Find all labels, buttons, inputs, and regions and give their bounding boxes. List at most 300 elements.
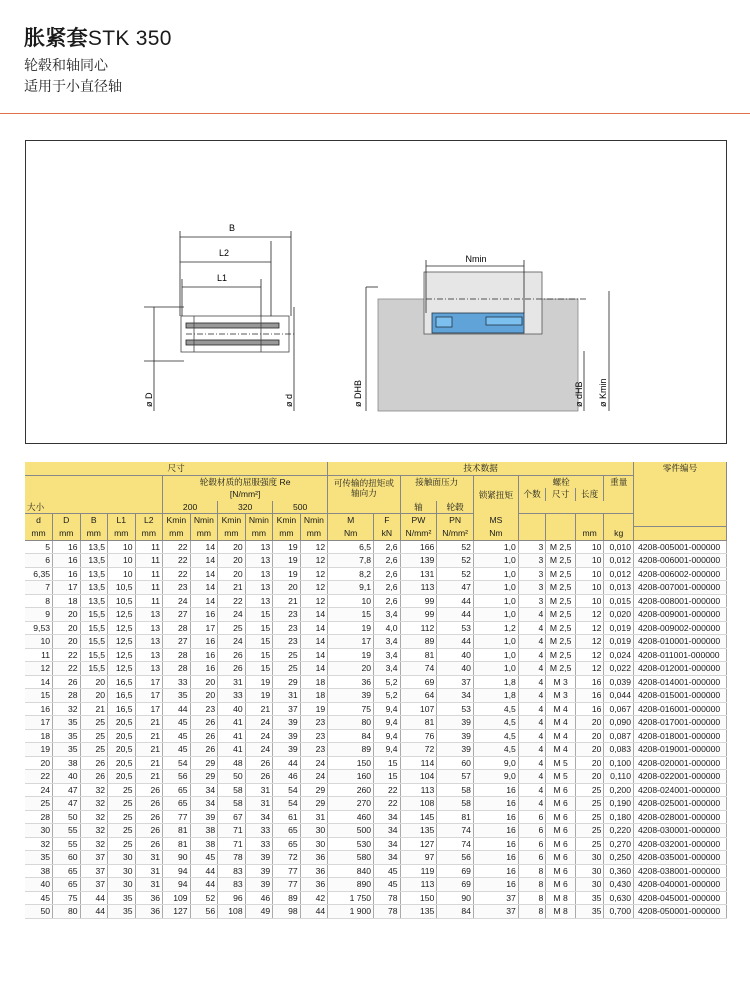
table-cell: 108 [400, 797, 437, 811]
table-cell: 4,5 [473, 702, 518, 716]
table-cell: 13,5 [80, 554, 108, 568]
table-cell: 34 [190, 783, 218, 797]
table-cell: 42 [300, 891, 328, 905]
table-cell: 15,5 [80, 648, 108, 662]
table-cell: 19 [245, 675, 273, 689]
table-cell: 4 [518, 729, 546, 743]
table-cell: 32 [53, 702, 81, 716]
table-cell: 17 [328, 635, 374, 649]
table-cell: 0,024 [604, 648, 634, 662]
table-cell: 6,5 [328, 540, 374, 554]
table-cell: 30 [300, 824, 328, 838]
table-cell: 19 [300, 702, 328, 716]
table-cell: 4,5 [473, 743, 518, 757]
table-cell: 26 [190, 743, 218, 757]
column-unit: mm [575, 527, 604, 541]
table-cell: 25 [80, 743, 108, 757]
table-cell: 36 [300, 851, 328, 865]
column-symbol: Nmin [245, 514, 273, 527]
table-cell: 22 [374, 797, 401, 811]
table-cell: 58 [437, 797, 474, 811]
table-cell: 4208-024001-000000 [634, 783, 727, 797]
table-cell: 20,5 [108, 716, 136, 730]
table-cell: 500 [328, 824, 374, 838]
table-cell: 18 [300, 689, 328, 703]
table-cell: 119 [400, 864, 437, 878]
table-cell: 18 [25, 729, 53, 743]
table-cell: 30 [575, 851, 604, 865]
table-cell: 75 [328, 702, 374, 716]
table-cell: 55 [53, 837, 81, 851]
table-cell: 31 [135, 878, 163, 892]
hub-header: 轮毂 [437, 501, 474, 514]
table-row [25, 662, 727, 676]
table-cell: 28 [25, 810, 53, 824]
table-cell: 31 [218, 675, 246, 689]
table-cell: 4 [518, 648, 546, 662]
table-cell: 16 [473, 824, 518, 838]
table-cell: 35 [25, 851, 53, 865]
table-cell: 41 [218, 716, 246, 730]
column-symbol: D [53, 514, 81, 527]
table-cell: 36 [135, 891, 163, 905]
table-cell: 13 [245, 594, 273, 608]
table-cell: M 6 [546, 851, 576, 865]
column-symbol: PN [437, 514, 474, 527]
column-unit: mm [108, 527, 136, 541]
table-cell: 26 [135, 797, 163, 811]
table-cell: 29 [300, 783, 328, 797]
table-cell: 78 [374, 891, 401, 905]
table-cell: 39 [437, 743, 474, 757]
table-cell: 15 [374, 770, 401, 784]
table-cell: 4208-035001-000000 [634, 851, 727, 865]
dims-group-header: 尺寸 [25, 462, 328, 475]
table-cell: 0,630 [604, 891, 634, 905]
table-cell: 69 [437, 878, 474, 892]
table-cell: 7 [25, 581, 53, 595]
table-cell: 20 [575, 729, 604, 743]
table-cell: 31 [245, 797, 273, 811]
table-cell: 65 [163, 797, 191, 811]
table-cell: 4208-019001-000000 [634, 743, 727, 757]
table-cell: 72 [273, 851, 301, 865]
table-cell: 4 [518, 743, 546, 757]
table-cell: 1,0 [473, 567, 518, 581]
table-cell: 53 [437, 621, 474, 635]
table-cell: 114 [400, 756, 437, 770]
table-cell: 4208-008001-000000 [634, 594, 727, 608]
table-cell: 47 [437, 581, 474, 595]
table-cell: 4 [518, 756, 546, 770]
table-cell: 12 [575, 621, 604, 635]
table-row [25, 581, 727, 595]
table-cell: 5,2 [374, 675, 401, 689]
table-cell: 22 [53, 662, 81, 676]
table-cell: 4 [518, 797, 546, 811]
table-cell: 74 [437, 837, 474, 851]
grade-320-header: 320 [218, 501, 273, 514]
table-cell: 27 [163, 635, 191, 649]
table-cell: 37 [80, 878, 108, 892]
table-cell: 45 [163, 729, 191, 743]
locking-element-section [144, 231, 294, 411]
table-cell: 78 [374, 905, 401, 919]
table-cell: 10 [575, 554, 604, 568]
table-cell: M 2,5 [546, 581, 576, 595]
table-row [25, 608, 727, 622]
table-row [25, 878, 727, 892]
table-cell: 56 [163, 770, 191, 784]
table-cell: M 6 [546, 783, 576, 797]
table-cell: 61 [273, 810, 301, 824]
table-cell: 19 [328, 648, 374, 662]
table-cell: 39 [273, 729, 301, 743]
lock-torque-header: 锁紧扭矩 [473, 475, 518, 514]
table-row [25, 905, 727, 919]
table-cell: 21 [135, 756, 163, 770]
table-cell: 0,190 [604, 797, 634, 811]
table-cell: 20 [53, 608, 81, 622]
table-cell: 26 [135, 837, 163, 851]
table-cell: 20 [190, 689, 218, 703]
table-cell: 10 [575, 594, 604, 608]
column-symbol: Nmin [190, 514, 218, 527]
table-cell: 48 [218, 756, 246, 770]
table-cell: 26 [218, 648, 246, 662]
table-cell: 58 [218, 783, 246, 797]
table-row [25, 797, 727, 811]
table-cell: 0,022 [604, 662, 634, 676]
table-cell: 0,700 [604, 905, 634, 919]
table-cell: 15,5 [80, 608, 108, 622]
table-cell: 16 [473, 878, 518, 892]
table-cell: 83 [218, 878, 246, 892]
table-cell: 20 [53, 621, 81, 635]
table-cell: 10 [575, 540, 604, 554]
table-cell: M 6 [546, 837, 576, 851]
table-cell: 39 [273, 743, 301, 757]
table-cell: 0,360 [604, 864, 634, 878]
table-cell: 22 [218, 594, 246, 608]
table-cell: 35 [53, 729, 81, 743]
table-row [25, 837, 727, 851]
table-cell: 23 [300, 729, 328, 743]
table-cell: 4 [518, 702, 546, 716]
table-cell: M 6 [546, 864, 576, 878]
table-cell: 32 [80, 783, 108, 797]
table-cell: 58 [437, 783, 474, 797]
table-cell: 71 [218, 824, 246, 838]
table-cell: 12,5 [108, 648, 136, 662]
column-symbol: Kmin [273, 514, 301, 527]
table-cell: 17 [135, 675, 163, 689]
column-symbol: L2 [135, 514, 163, 527]
table-cell: 41 [218, 729, 246, 743]
table-cell: 26 [53, 675, 81, 689]
dim-Nmin-label: Nmin [465, 254, 487, 264]
table-cell: 8 [518, 864, 546, 878]
table-cell: 16 [575, 689, 604, 703]
table-cell: 1,0 [473, 608, 518, 622]
table-cell: 24 [245, 716, 273, 730]
table-cell: 39 [328, 689, 374, 703]
table-cell: M 2,5 [546, 540, 576, 554]
column-symbol: B [80, 514, 108, 527]
table-cell: 20 [218, 540, 246, 554]
table-cell: M 6 [546, 824, 576, 838]
table-cell: 15 [245, 662, 273, 676]
table-cell: 6 [518, 851, 546, 865]
table-cell: 47 [53, 783, 81, 797]
part-no-header: 零件编号 [634, 462, 727, 527]
dim-dHB-label: ø dHB [574, 381, 584, 407]
table-cell: 94 [163, 878, 191, 892]
bolt-count-header: 个数 [518, 488, 546, 501]
table-cell: 10 [575, 581, 604, 595]
table-cell: M 3 [546, 675, 576, 689]
table-cell: 21 [218, 581, 246, 595]
table-cell: 3,4 [374, 662, 401, 676]
table-cell: 20 [80, 675, 108, 689]
table-cell: 26 [80, 770, 108, 784]
pressure-header: 接触面压力 [400, 475, 473, 488]
table-cell: 74 [437, 824, 474, 838]
table-row [25, 567, 727, 581]
column-unit: mm [273, 527, 301, 541]
table-cell: 4208-006001-000000 [634, 554, 727, 568]
table-cell: 54 [273, 797, 301, 811]
table-cell: 104 [400, 770, 437, 784]
table-cell: 50 [25, 905, 53, 919]
table-cell: M 8 [546, 891, 576, 905]
table-cell: 23 [163, 581, 191, 595]
table-cell: 25 [25, 797, 53, 811]
table-cell: 57 [437, 770, 474, 784]
table-cell: 4208-045001-000000 [634, 891, 727, 905]
table-cell: 5 [25, 540, 53, 554]
table-cell: 127 [163, 905, 191, 919]
table-cell: 24 [25, 783, 53, 797]
table-cell: 25 [218, 621, 246, 635]
column-symbol: d [25, 514, 53, 527]
table-cell: 135 [400, 824, 437, 838]
table-cell: 75 [53, 891, 81, 905]
column-symbol: Kmin [218, 514, 246, 527]
table-cell: 4208-016001-000000 [634, 702, 727, 716]
table-cell: 20,5 [108, 756, 136, 770]
table-cell: 107 [400, 702, 437, 716]
table-cell: 109 [163, 891, 191, 905]
table-cell: 12 [25, 662, 53, 676]
table-cell: 4208-038001-000000 [634, 864, 727, 878]
table-cell: 44 [437, 608, 474, 622]
table-cell: 113 [400, 581, 437, 595]
table-cell: 4208-018001-000000 [634, 729, 727, 743]
column-unit-row [25, 527, 727, 541]
column-symbol: F [374, 514, 401, 527]
table-cell: 34 [245, 810, 273, 824]
table-cell: 3 [518, 554, 546, 568]
table-cell: 84 [437, 905, 474, 919]
column-unit: mm [25, 527, 53, 541]
column-symbol: Kmin [163, 514, 191, 527]
table-cell: 29 [300, 797, 328, 811]
column-unit: N/mm² [437, 527, 474, 541]
table-cell: 18 [300, 675, 328, 689]
table-cell: 17 [135, 702, 163, 716]
table-cell: 8,2 [328, 567, 374, 581]
table-cell: M 6 [546, 797, 576, 811]
table-cell: 65 [53, 878, 81, 892]
table-cell: 0,110 [604, 770, 634, 784]
table-cell: 23 [273, 608, 301, 622]
column-unit [634, 527, 727, 541]
table-cell: 90 [437, 891, 474, 905]
table-cell: 33 [245, 824, 273, 838]
table-cell: 10 [328, 594, 374, 608]
table-cell: M 4 [546, 702, 576, 716]
table-cell: M 6 [546, 878, 576, 892]
table-row [25, 864, 727, 878]
table-row [25, 891, 727, 905]
table-cell: 23 [190, 702, 218, 716]
table-cell: 29 [273, 675, 301, 689]
table-cell: 44 [437, 594, 474, 608]
table-cell: M 2,5 [546, 567, 576, 581]
table-cell: 24 [218, 635, 246, 649]
table-cell: 41 [218, 743, 246, 757]
page-title [24, 22, 172, 52]
table-cell: 21 [135, 729, 163, 743]
table-cell: 4208-005001-000000 [634, 540, 727, 554]
table-cell: 9,53 [25, 621, 53, 635]
table-cell: 65 [273, 837, 301, 851]
drawing-svg [26, 141, 726, 443]
table-cell: 40 [218, 702, 246, 716]
table-cell: M 4 [546, 716, 576, 730]
table-cell: 20 [575, 716, 604, 730]
table-cell: 113 [400, 783, 437, 797]
table-cell: 145 [400, 810, 437, 824]
table-cell: 25 [273, 648, 301, 662]
table-cell: 98 [273, 905, 301, 919]
table-cell: 60 [437, 756, 474, 770]
table-cell: 17 [190, 621, 218, 635]
table-cell: 58 [218, 797, 246, 811]
column-unit: Nm [328, 527, 374, 541]
table-cell: 25 [80, 729, 108, 743]
table-cell: 166 [400, 540, 437, 554]
table-cell: 13 [245, 554, 273, 568]
table-cell: 0,013 [604, 581, 634, 595]
table-cell: 0,087 [604, 729, 634, 743]
table-cell: 20 [218, 567, 246, 581]
table-cell: 13 [135, 608, 163, 622]
bolt-header: 螺栓 [518, 475, 604, 488]
table-cell: 4208-030001-000000 [634, 824, 727, 838]
table-cell: 16,5 [108, 702, 136, 716]
table-cell: 25 [575, 797, 604, 811]
table-cell: 1,0 [473, 648, 518, 662]
table-cell: 28 [163, 662, 191, 676]
table-cell: 99 [400, 594, 437, 608]
column-unit: mm [53, 527, 81, 541]
table-cell: 33 [163, 675, 191, 689]
table-cell: 4208-007001-000000 [634, 581, 727, 595]
size-header: 大小 [25, 501, 163, 514]
table-cell: 16 [53, 567, 81, 581]
table-row [25, 635, 727, 649]
table-row [25, 851, 727, 865]
table-cell: 25 [108, 797, 136, 811]
table-cell: 39 [437, 716, 474, 730]
table-cell: 38 [25, 864, 53, 878]
table-cell: 52 [437, 567, 474, 581]
dim-L1-label: L1 [216, 273, 228, 283]
table-cell: 4208-025001-000000 [634, 797, 727, 811]
table-cell: 19 [25, 743, 53, 757]
table-cell: 26 [190, 729, 218, 743]
table-cell: 31 [300, 810, 328, 824]
table-cell: 97 [400, 851, 437, 865]
table-row [25, 540, 727, 554]
table-cell: 44 [300, 905, 328, 919]
table-cell: 0,220 [604, 824, 634, 838]
table-cell: 30 [575, 878, 604, 892]
table-cell: 77 [273, 878, 301, 892]
table-cell: 4 [518, 662, 546, 676]
table-row [25, 824, 727, 838]
weight-header: 重量 [604, 475, 634, 488]
table-cell: 52 [437, 554, 474, 568]
bolt-size-header: 尺寸 [546, 488, 576, 501]
table-cell: 16 [53, 554, 81, 568]
table-cell: 10 [575, 567, 604, 581]
table-cell: 32 [80, 824, 108, 838]
table-cell: 31 [245, 783, 273, 797]
table-cell: 54 [163, 756, 191, 770]
table-cell: 30 [108, 851, 136, 865]
table-cell: 10,5 [108, 581, 136, 595]
table-cell: 4208-050001-000000 [634, 905, 727, 919]
table-cell: 0,019 [604, 635, 634, 649]
table-cell: 4208-032001-000000 [634, 837, 727, 851]
table-row [25, 594, 727, 608]
table-cell: 14 [190, 594, 218, 608]
table-cell: 3 [518, 540, 546, 554]
table-cell: 17 [25, 716, 53, 730]
table-cell: 30 [25, 824, 53, 838]
table-cell: 12 [575, 608, 604, 622]
column-unit: kg [604, 527, 634, 541]
table-cell: 9,4 [374, 743, 401, 757]
column-unit: mm [163, 527, 191, 541]
column-symbol-row [25, 514, 727, 527]
table-cell: 4208-006002-000000 [634, 567, 727, 581]
table-cell: 67 [218, 810, 246, 824]
table-cell: 34 [190, 797, 218, 811]
table-cell: 6 [518, 837, 546, 851]
table-cell: 20 [273, 581, 301, 595]
table-cell: 28 [163, 621, 191, 635]
table-cell: 2,6 [374, 554, 401, 568]
table-cell: 81 [437, 810, 474, 824]
title-cn: 胀紧套 [24, 26, 88, 50]
table-cell: 94 [163, 864, 191, 878]
table-cell: 1 750 [328, 891, 374, 905]
table-cell: 890 [328, 878, 374, 892]
